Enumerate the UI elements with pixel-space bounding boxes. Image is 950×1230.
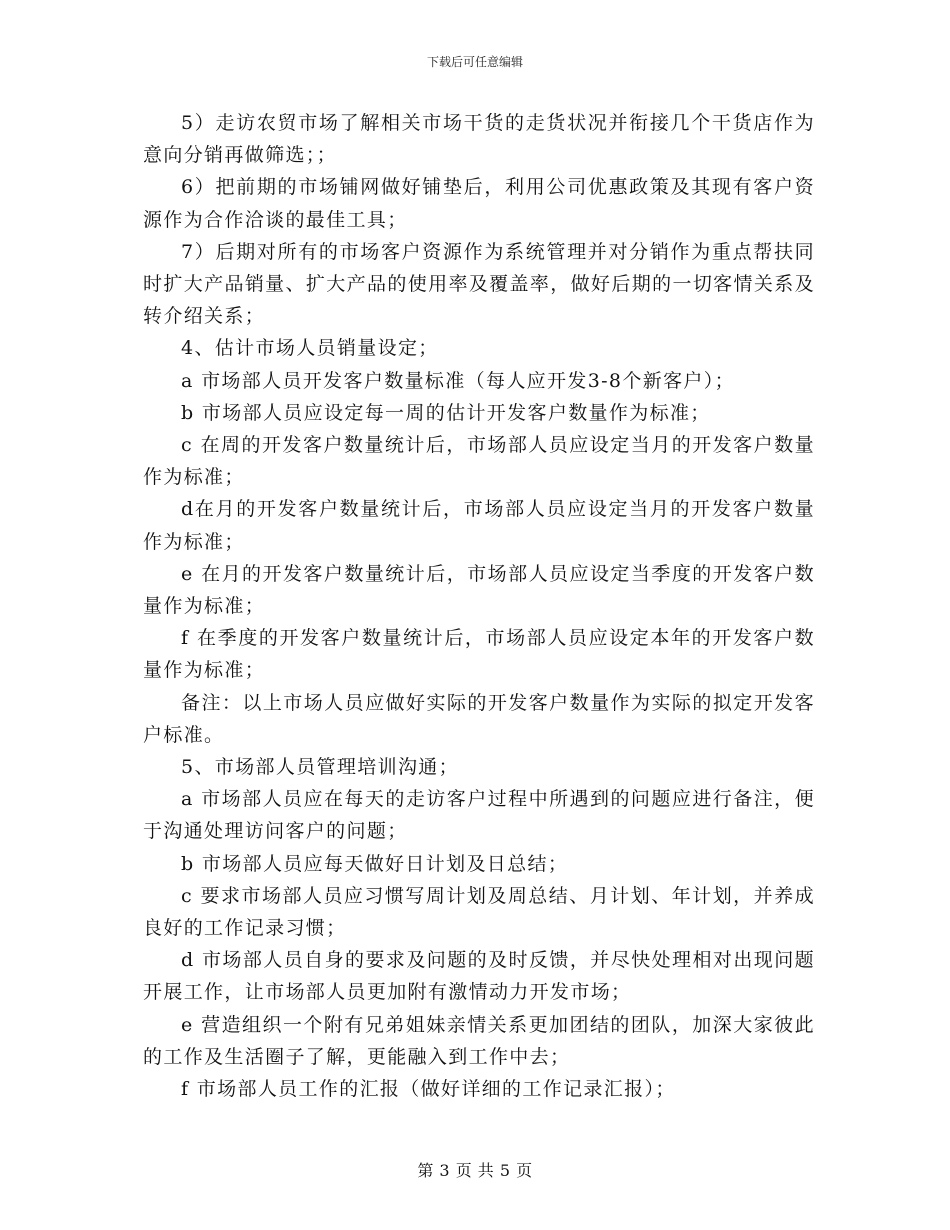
paragraph: 7）后期对所有的市场客户资源作为系统管理并对分销作为重点帮扶同时扩大产品销量、扩大产品的使用率及覆盖率，做好后期的一切客情关系及转介绍关系；: [143, 240, 815, 328]
paragraph: 5）走访农贸市场了解相关市场干货的走货状况并衔接几个干货店作为意向分销再做筛选；；: [143, 112, 815, 167]
page-footer: 第 3 页 共 5 页: [417, 1161, 533, 1180]
paragraph: b 市场部人员应设定每一周的估计开发客户数量作为标准；: [181, 401, 711, 424]
paragraph: a 市场部人员应在每天的走访客户过程中所遇到的问题应进行备注，便于沟通处理访问客户的问题；: [143, 788, 815, 843]
paragraph: e 营造组织一个附有兄弟姐妹亲情关系更加团结的团队，加深大家彼此的工作及生活圈子了解，更能融入到工作中去；: [143, 1013, 815, 1068]
note-paragraph: 备注：以上市场人员应做好实际的开发客户数量作为实际的拟定开发客户标准。: [143, 691, 815, 746]
paragraph: b 市场部人员应每天做好日计划及日总结；: [181, 852, 569, 875]
paragraph: d 市场部人员自身的要求及问题的及时反馈，并尽快处理相对出现问题开展工作，让市场部人员更加附有激情动力开发市场；: [143, 949, 815, 1004]
paragraph: d在月的开发客户数量统计后，市场部人员应设定当月的开发客户数量作为标准；: [143, 498, 815, 553]
document-body: [143, 107, 815, 1105]
paragraph: f 在季度的开发客户数量统计后，市场部人员应设定本年的开发客户数量作为标准；: [143, 627, 815, 682]
page-header: 下载后可任意编辑: [426, 55, 523, 69]
paragraph: a 市场部人员开发客户数量标准（每人应开发3-8个新客户）；: [181, 369, 735, 392]
section-heading: 4、估计市场人员销量设定；: [181, 337, 439, 360]
paragraph: c 要求市场部人员应习惯写周计划及周总结、月计划、年计划，并养成良好的工作记录习惯；: [143, 884, 815, 940]
section-heading: 5、市场部人员管理培训沟通；: [181, 756, 459, 779]
paragraph: 6）把前期的市场铺网做好铺垫后，利用公司优惠政策及其现有客户资源作为合作洽谈的最佳工具；: [143, 176, 815, 231]
paragraph: e 在月的开发客户数量统计后，市场部人员应设定当季度的开发客户数量作为标准；: [143, 562, 815, 618]
paragraph: c 在周的开发客户数量统计后，市场部人员应设定当月的开发客户数量作为标准；: [143, 434, 815, 489]
paragraph: f 市场部人员工作的汇报（做好详细的工作记录汇报）；: [181, 1078, 676, 1101]
